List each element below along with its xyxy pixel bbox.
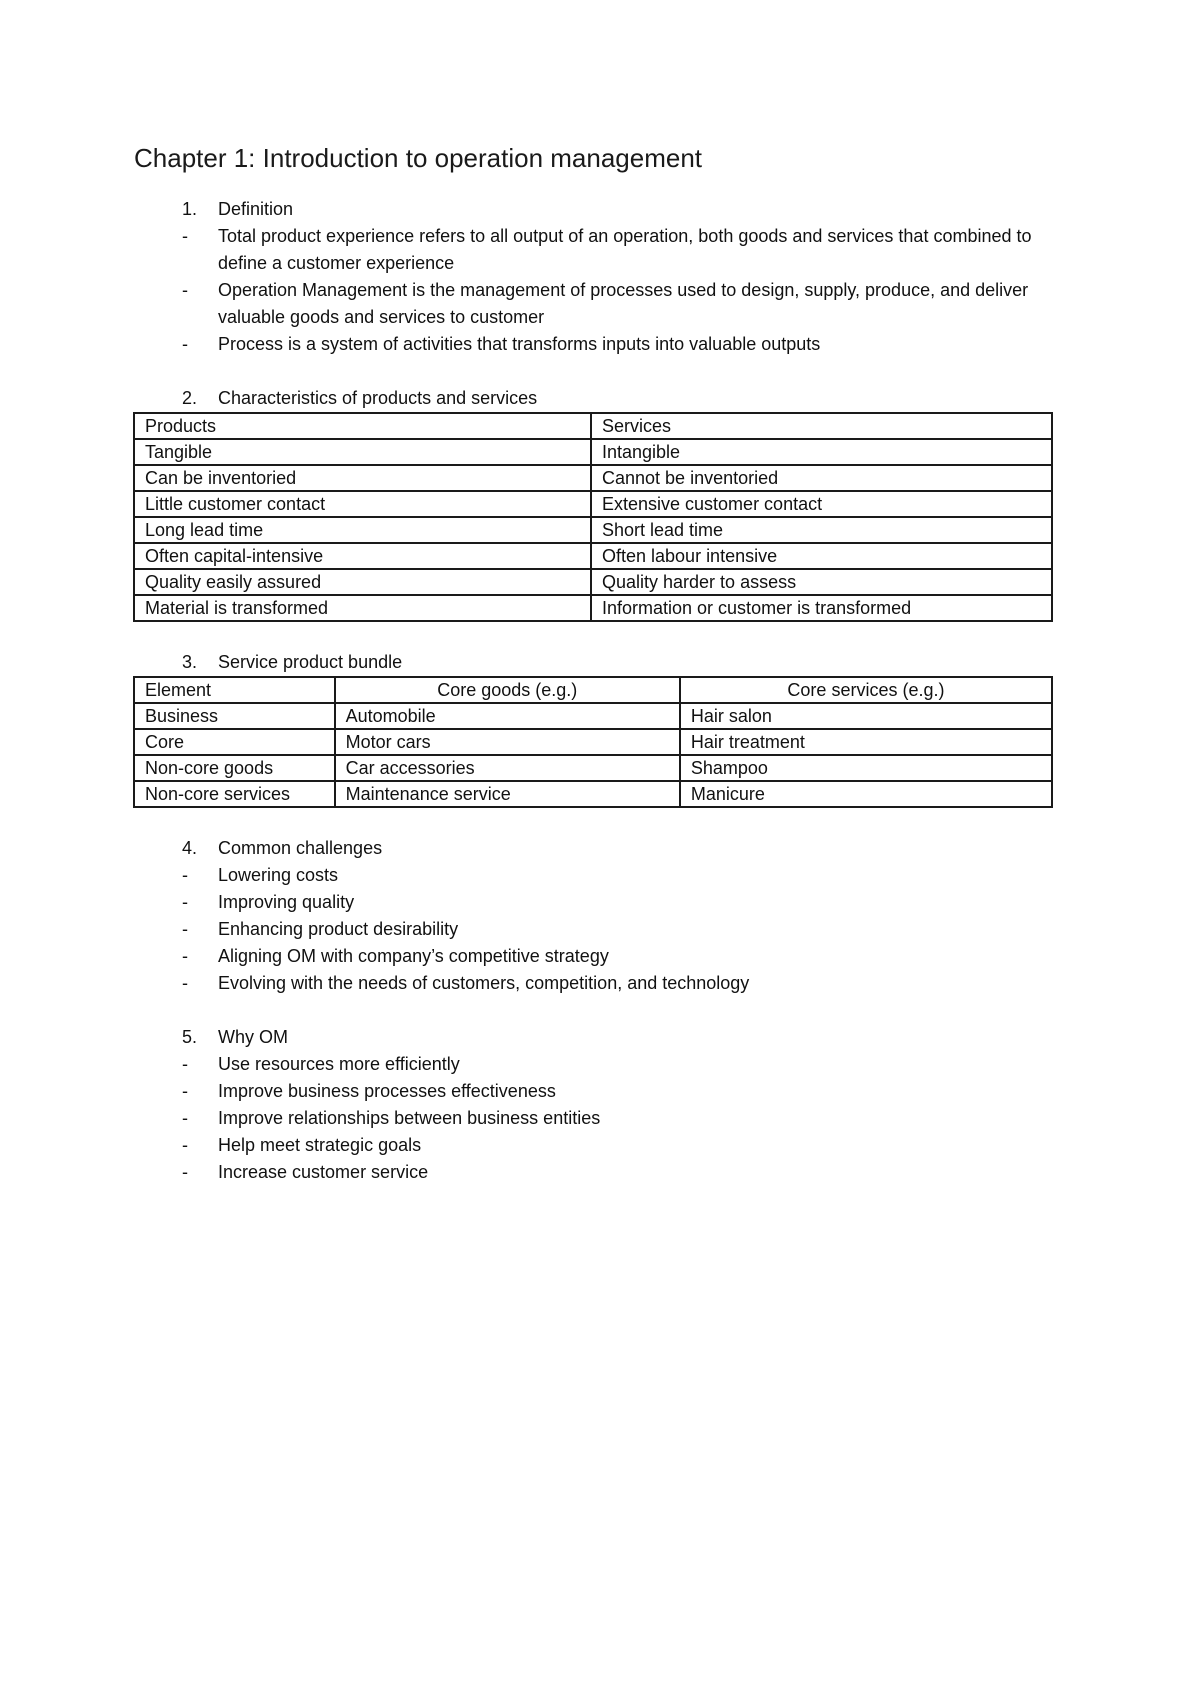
table-header-cell: Element <box>134 677 335 703</box>
table-cell: Often capital-intensive <box>134 543 591 569</box>
list-item <box>134 1159 1054 1186</box>
table-cell: Can be inventoried <box>134 465 591 491</box>
list-item-text: Improve relationships between business entities <box>218 1108 601 1128</box>
section-title: Characteristics of products and services <box>218 388 538 408</box>
section-number: 1. <box>182 199 198 219</box>
section-number: 3. <box>182 652 198 672</box>
bullet-list <box>134 1051 1054 1186</box>
section-heading <box>134 385 1054 412</box>
section-title: Why OM <box>218 1027 288 1047</box>
list-item-text: Increase customer service <box>218 1162 429 1182</box>
table-row <box>134 543 1052 569</box>
table-cell: Car accessories <box>335 755 680 781</box>
list-item <box>134 943 1054 970</box>
table-cell: Information or customer is transformed <box>591 595 1052 621</box>
table-cell: Shampoo <box>680 755 1052 781</box>
table-row <box>134 781 1052 807</box>
table-header-cell: Core services (e.g.) <box>680 677 1052 703</box>
section-characteristics <box>134 385 1054 622</box>
spacer <box>134 997 1054 1024</box>
table-cell: Material is transformed <box>134 595 591 621</box>
table-row <box>134 595 1052 621</box>
table-cell: Motor cars <box>335 729 680 755</box>
section-heading <box>134 649 1054 676</box>
dash-marker: - <box>182 865 188 885</box>
table-cell: Long lead time <box>134 517 591 543</box>
list-item <box>134 1105 1054 1132</box>
table-cell: Automobile <box>335 703 680 729</box>
list-item-text: Lowering costs <box>218 865 339 885</box>
table-row <box>134 439 1052 465</box>
dash-marker: - <box>182 1162 188 1182</box>
table-header-cell: Services <box>591 413 1052 439</box>
dash-marker: - <box>182 1108 188 1128</box>
table-cell: Little customer contact <box>134 491 591 517</box>
list-item-text: Enhancing product desirability <box>218 919 459 939</box>
list-item <box>134 862 1054 889</box>
table-row <box>134 703 1052 729</box>
table-cell: Intangible <box>591 439 1052 465</box>
table-cell: Quality easily assured <box>134 569 591 595</box>
list-item <box>134 1078 1054 1105</box>
list-item-text: Improving quality <box>218 892 355 912</box>
list-item <box>134 1132 1054 1159</box>
dash-marker: - <box>182 892 188 912</box>
list-item-text: Process is a system of activities that transforms inputs into valuable outputs <box>218 334 821 354</box>
list-item <box>134 889 1054 916</box>
table-header-cell: Core goods (e.g.) <box>335 677 680 703</box>
section-why-om <box>134 1024 1054 1186</box>
table-header-row <box>134 677 1052 703</box>
table-header-row <box>134 413 1052 439</box>
characteristics-table <box>133 412 1053 622</box>
section-title: Common challenges <box>218 838 383 858</box>
list-item-text: Evolving with the needs of customers, competition, and technology <box>218 973 750 993</box>
list-item <box>134 1051 1054 1078</box>
spacer <box>134 808 1054 835</box>
dash-marker: - <box>182 226 188 246</box>
section-number: 2. <box>182 388 198 408</box>
section-challenges <box>134 835 1054 997</box>
dash-marker: - <box>182 973 188 993</box>
table-cell: Short lead time <box>591 517 1052 543</box>
list-item-text: Help meet strategic goals <box>218 1135 422 1155</box>
list-item <box>134 331 1054 358</box>
bullet-list <box>134 862 1054 997</box>
list-item-text: Operation Management is the management of processes used to design, supply, produce, and deliver valuable goods and services to customer <box>218 280 1029 327</box>
list-item <box>134 223 1054 277</box>
list-item-text: Use resources more efficiently <box>218 1054 460 1074</box>
page-title: Chapter 1: Introduction to operation management <box>134 143 703 173</box>
table-cell: Hair salon <box>680 703 1052 729</box>
table-cell: Business <box>134 703 335 729</box>
table-row <box>134 517 1052 543</box>
dash-marker: - <box>182 946 188 966</box>
section-heading <box>134 835 1054 862</box>
dash-marker: - <box>182 280 188 300</box>
table-cell: Core <box>134 729 335 755</box>
dash-marker: - <box>182 1135 188 1155</box>
table-cell: Hair treatment <box>680 729 1052 755</box>
service-bundle-table <box>133 676 1053 808</box>
spacer <box>134 622 1054 649</box>
section-heading <box>134 1024 1054 1051</box>
table-header-cell: Products <box>134 413 591 439</box>
dash-marker: - <box>182 334 188 354</box>
table-cell: Extensive customer contact <box>591 491 1052 517</box>
list-item-text: Aligning OM with company’s competitive strategy <box>218 946 609 966</box>
list-item <box>134 916 1054 943</box>
table-cell: Quality harder to assess <box>591 569 1052 595</box>
list-item <box>134 970 1054 997</box>
spacer <box>134 358 1054 385</box>
document-page <box>134 140 1054 1186</box>
table-cell: Maintenance service <box>335 781 680 807</box>
section-number: 4. <box>182 838 198 858</box>
dash-marker: - <box>182 1054 188 1074</box>
table-cell: Cannot be inventoried <box>591 465 1052 491</box>
table-row <box>134 569 1052 595</box>
list-item-text: Improve business processes effectiveness <box>218 1081 556 1101</box>
table-row <box>134 465 1052 491</box>
table-row <box>134 755 1052 781</box>
section-title: Definition <box>218 199 294 219</box>
section-heading <box>134 196 1054 223</box>
table-cell: Non-core services <box>134 781 335 807</box>
section-definition <box>134 196 1054 358</box>
table-row <box>134 491 1052 517</box>
bullet-list <box>134 223 1054 358</box>
list-item-text: Total product experience refers to all output of an operation, both goods and services that combined to define a customer experience <box>218 226 1032 273</box>
table-cell: Non-core goods <box>134 755 335 781</box>
dash-marker: - <box>182 919 188 939</box>
section-service-bundle <box>134 649 1054 808</box>
section-number: 5. <box>182 1027 198 1047</box>
dash-marker: - <box>182 1081 188 1101</box>
table-cell: Often labour intensive <box>591 543 1052 569</box>
table-cell: Tangible <box>134 439 591 465</box>
table-cell: Manicure <box>680 781 1052 807</box>
section-title: Service product bundle <box>218 652 403 672</box>
list-item <box>134 277 1054 331</box>
table-row <box>134 729 1052 755</box>
